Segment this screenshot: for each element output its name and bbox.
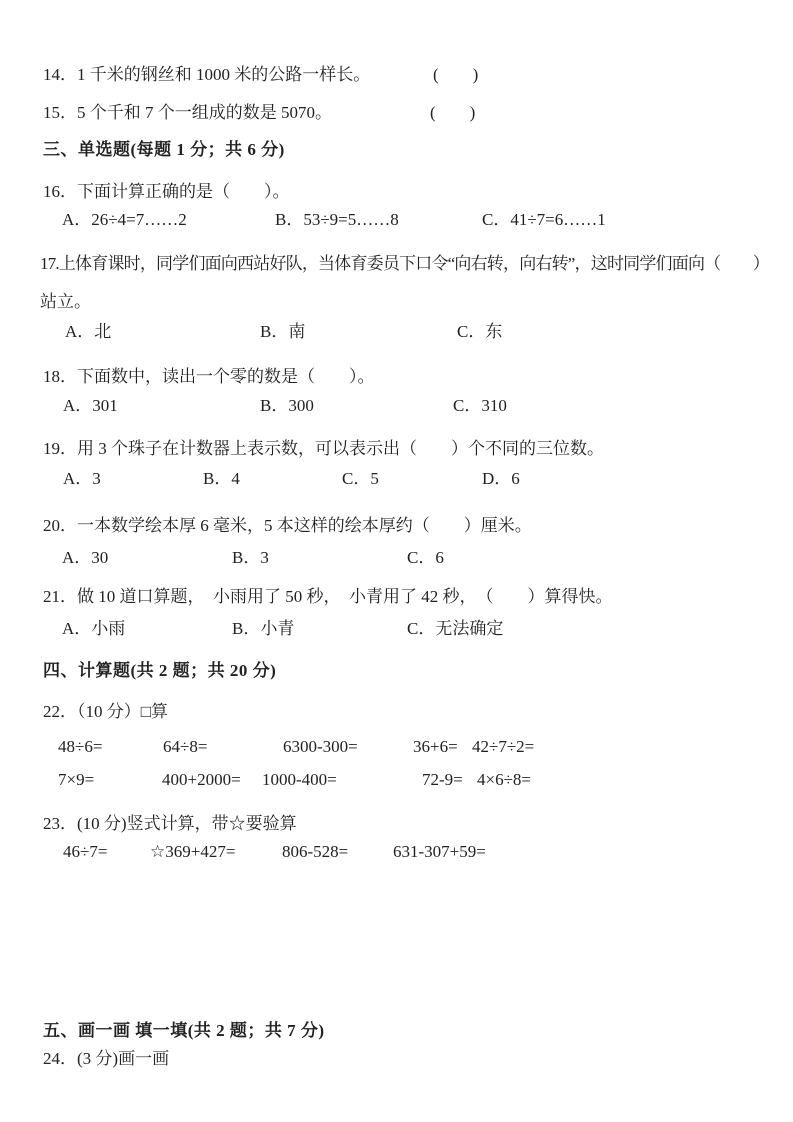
- option-b: B．小青: [232, 619, 295, 638]
- option-c: C．41÷7=6……1: [482, 210, 606, 229]
- question-20-text: 20．一本数学绘本厚 6 毫米，5 本这样的绘本厚约（ ）厘米。: [43, 516, 532, 535]
- section-5-title: 五、画一画 填一填(共 2 题；共 7 分): [43, 1021, 325, 1040]
- option-c: C．310: [453, 396, 507, 415]
- option-c: C．6: [407, 548, 444, 567]
- question-18-text: 18．下面数中，读出一个零的数是（ ）。: [43, 367, 375, 386]
- option-b: B．3: [232, 548, 269, 567]
- calc-expression: 48÷6=: [58, 737, 103, 756]
- calc-expression: 4×6÷8=: [477, 770, 532, 789]
- option-a: A．3: [63, 469, 101, 488]
- question-15-text: 15．5 个千和 7 个一组成的数是 5070。: [43, 103, 332, 122]
- option-a: A．30: [62, 548, 109, 567]
- option-a: A．北: [65, 322, 112, 341]
- question-14-answer-blank: ( ): [433, 65, 479, 84]
- section-4-title: 四、计算题(共 2 题；共 20 分): [43, 661, 277, 680]
- question-19-text: 19．用 3 个珠子在计数器上表示数，可以表示出（ ）个不同的三位数。: [43, 439, 604, 458]
- calc-expression: 6300-300=: [283, 737, 358, 756]
- section-3-title: 三、单选题(每题 1 分；共 6 分): [43, 140, 285, 159]
- calc-expression: 806-528=: [282, 842, 349, 861]
- option-d: D．6: [482, 469, 520, 488]
- question-23-text: 23．(10 分)竖式计算，带☆要验算: [43, 814, 297, 833]
- option-a: A．小雨: [62, 619, 126, 638]
- calc-expression: ☆369+427=: [150, 842, 236, 861]
- option-b: B．4: [203, 469, 240, 488]
- option-c: C．5: [342, 469, 379, 488]
- option-b: B．南: [260, 322, 306, 341]
- calc-expression: 631-307+59=: [393, 842, 486, 861]
- calc-expression: 46÷7=: [63, 842, 108, 861]
- calc-expression: 7×9=: [58, 770, 95, 789]
- question-17-text-line1: 17.上体育课时，同学们面向西站好队，当体育委员下口令“向右转，向右转”，这时同学们面向（ ）: [40, 254, 769, 273]
- calc-expression: 400+2000=: [162, 770, 241, 789]
- calc-expression: 72-9=: [422, 770, 463, 789]
- option-a: A．26÷4=7……2: [62, 210, 187, 229]
- question-17-text-line2: 站立。: [40, 292, 91, 311]
- question-22-text: 22．（10 分）□算: [43, 702, 169, 721]
- calc-expression: 1000-400=: [262, 770, 337, 789]
- calc-expression: 42÷7÷2=: [472, 737, 535, 756]
- option-b: B．300: [260, 396, 314, 415]
- option-c: C．无法确定: [407, 619, 504, 638]
- question-15-answer-blank: ( ): [430, 103, 476, 122]
- option-c: C．东: [457, 322, 503, 341]
- question-16-text: 16．下面计算正确的是（ ）。: [43, 182, 290, 201]
- option-b: B．53÷9=5……8: [275, 210, 399, 229]
- question-14-text: 14．1 千米的钢丝和 1000 米的公路一样长。: [43, 65, 371, 84]
- option-a: A．301: [63, 396, 118, 415]
- question-24-text: 24．(3 分)画一画: [43, 1049, 170, 1068]
- calc-expression: 64÷8=: [163, 737, 208, 756]
- question-21-text: 21．做 10 道口算题， 小雨用了 50 秒， 小青用了 42 秒， （ ）算得快。: [43, 587, 613, 606]
- calc-expression: 36+6=: [413, 737, 458, 756]
